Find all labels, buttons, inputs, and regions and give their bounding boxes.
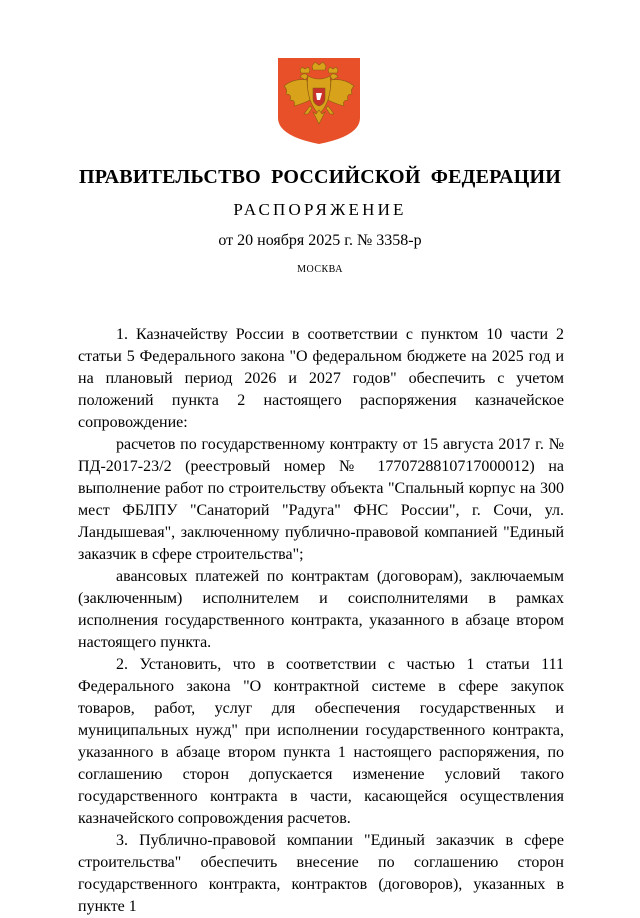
government-title: ПРАВИТЕЛЬСТВО РОССИЙСКОЙ ФЕДЕРАЦИИ	[79, 166, 561, 188]
paragraph-2: расчетов по государственному контракту от 15 августа 2017 г. № ПД-2017-23/2 (реестровый номер № 1770728810717000012) на выполнение работ по строительству объекта "Спальный корпус на 300 мест ФБЛПУ "Санаторий "Радуга" ФНС России", г. Сочи, ул. Ландышевая", заключенному публично-правовой компанией "Единый заказчик в сфере строительства";	[78, 436, 564, 563]
paragraph-5: 3. Публично-правовой компании "Единый заказчик в сфере строительства" обеспечить внесение по соглашению сторон государственного контракта, контрактов (договоров), указанных в пункте 1	[78, 832, 564, 915]
document-city: МОСКВА	[297, 264, 343, 275]
document-body	[78, 324, 564, 918]
document-type: РАСПОРЯЖЕНИЕ	[233, 200, 407, 219]
russian-coat-of-arms-icon	[276, 56, 362, 146]
paragraph-3: авансовых платежей по контрактам (договорам), заключаемым (заключенным) исполнителем и соисполнителями в рамках исполнения государственного контракта, указанного в абзаце втором настоящего пункта.	[78, 568, 564, 651]
paragraph-1: 1. Казначейству России в соответствии с пунктом 10 части 2 статьи 5 Федерального закона "О федеральном бюджете на 2025 год и на плановый период 2026 и 2027 годов" обеспечить с учетом положений пункта 2 настоящего распоряжения казначейское сопровождение:	[78, 326, 564, 431]
paragraph-4: 2. Установить, что в соответствии с частью 1 статьи 111 Федерального закона "О контрактной системе в сфере закупок товаров, работ, услуг для обеспечения государственных и муниципальных нужд" при исполнении государственного контракта, указанного в абзаце втором пункта 1 настоящего распоряжения, по соглашению сторон допускается изменение условий такого государственного контракта в части, касающейся осуществления казначейского сопровождения расчетов.	[78, 656, 564, 827]
document-date-number: от 20 ноября 2025 г. № 3358-р	[218, 232, 422, 249]
